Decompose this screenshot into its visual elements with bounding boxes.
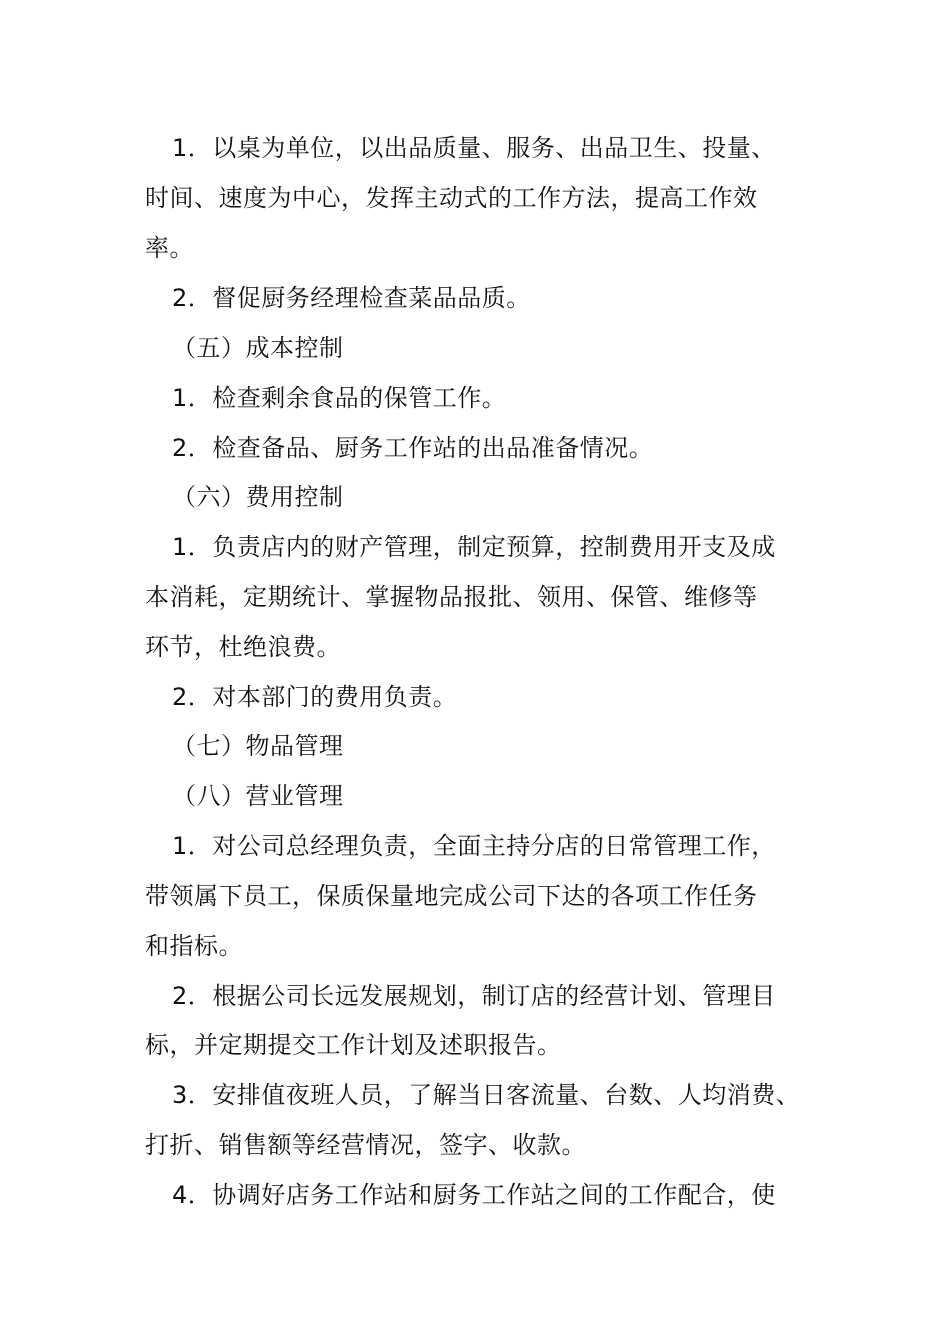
text-line-11: 环节，杜绝浪费。: [145, 633, 341, 661]
section-heading-8: （八）营业管理: [172, 782, 344, 810]
section-heading-7: （七）物品管理: [172, 732, 344, 760]
text-line-9: 1．负责店内的财产管理，制定预算，控制费用开支及成: [172, 533, 776, 561]
section-heading-6: （六）费用控制: [172, 483, 344, 511]
text-line-7: 2．检查备品、厨务工作站的出品准备情况。: [172, 434, 654, 462]
text-line-15: 1．对公司总经理负责，全面主持分店的日常管理工作，: [172, 832, 776, 860]
text-line-17: 和指标。: [145, 932, 243, 960]
text-line-1: 1．以桌为单位，以出品质量、服务、出品卫生、投量、: [172, 134, 776, 162]
text-line-4: 2．督促厨务经理检查菜品品质。: [172, 284, 531, 312]
section-heading-5: （五）成本控制: [172, 334, 344, 362]
text-line-16: 带领属下员工，保质保量地完成公司下达的各项工作任务: [145, 882, 758, 910]
text-line-6: 1．检查剩余食品的保管工作。: [172, 384, 507, 412]
text-line-20: 3．安排值夜班人员，了解当日客流量、台数、人均消费、: [172, 1081, 801, 1109]
text-line-10: 本消耗，定期统计、掌握物品报批、领用、保管、维修等: [145, 583, 758, 611]
text-line-19: 标，并定期提交工作计划及述职报告。: [145, 1031, 562, 1059]
text-line-12: 2．对本部门的费用负责。: [172, 683, 458, 711]
text-line-21: 打折、销售额等经营情况，签字、收款。: [145, 1131, 586, 1159]
text-line-18: 2．根据公司长远发展规划，制订店的经营计划、管理目: [172, 982, 776, 1010]
text-line-22: 4．协调好店务工作站和厨务工作站之间的工作配合，使: [172, 1181, 776, 1209]
text-line-2: 时间、速度为中心，发挥主动式的工作方法，提高工作效: [145, 184, 758, 212]
text-line-3: 率。: [145, 234, 194, 262]
